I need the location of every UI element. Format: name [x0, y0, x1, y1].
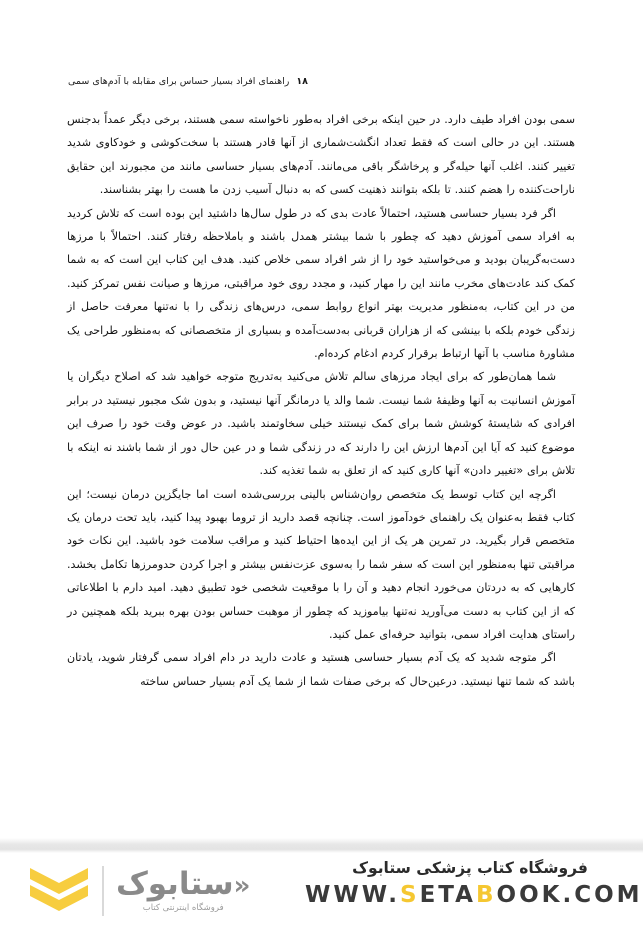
url-letter-b: B [475, 882, 497, 909]
wordmark-persian: ستابوک [116, 866, 234, 903]
page-number: ۱۸ [296, 76, 308, 87]
url-mid-2: OOK [496, 882, 563, 909]
paragraph-4: اگرچه این کتاب توسط یک متخصص روان‌شناس بالینی بررسی‌شده است اما جایگزین درمان نیست؛ این کتاب فقط به‌عنوان یک راهنمای خودآموز است. چنانچه قصد دارید از تروما بهبود پیدا کنید، باید تحت درمان یک متخصص قرار بگیرید. در تمرین هر یک از این ایده‌ها احتیاط کنید و مراقب سلامت خود باشید. این نکات خود مراقبتی تنها به‌منظور این است که سفر شما را به‌سوی عزت‌نفس بیشتر و اجرا کردن حدومرزها تکامل بخشد. کارهایی که به دردتان می‌خورد انجام دهید و آن را با موقعیت شخصی خود تطبیق دهید. امید دارم با اطلاعاتی که از این کتاب به دست می‌آورید نه‌تنها بیاموزید که چطور از موهبت حساس بودن بهره ببرید بلکه همچنین در راستای هدایت افراد سمی، بتوانید حرفه‌ای عمل کنید. [67, 487, 575, 641]
body-text-block [67, 108, 575, 693]
setabook-chevron-logo-icon [28, 866, 90, 916]
url-suffix: .COM [562, 882, 643, 909]
url-prefix: WWW. [305, 882, 400, 909]
url-mid-1: ETA [419, 882, 476, 909]
running-header [68, 76, 575, 87]
url-letter-s: S [399, 882, 420, 909]
wordmark-text [116, 866, 251, 903]
logo-divider [102, 866, 104, 916]
store-url[interactable] [305, 881, 643, 910]
paragraph-3: شما همان‌طور که برای ایجاد مرزهای سالم تلاش می‌کنید به‌تدریج متوجه خواهید شد که اصلاح دیگران یا آموزش انسانیت به آنها وظیفهٔ شما نیست. شما والد یا درمانگر آنها نیستید، و بدون شک مجبور نیستید در برابر افرادی که شایستهٔ کوشش شما برای کمک نیستند خیلی سخاوتمند باشید. در عوض وقت خود را صرف این موضوع کنید که آیا این آدم‌ها ارزش این را دارند که در زندگی شما و در عین حال دور از شما باشند نه اینکه با تلاش برای «تغییر دادن» آنها کاری کنید که از تعلق به شما تغذیه کند. [67, 370, 575, 478]
wordmark-tagline: فروشگاه اینترنتی کتاب [142, 903, 224, 914]
setabook-wordmark [116, 866, 251, 914]
running-header-title: راهنمای افراد بسیار حساس برای مقابله با آدم‌های سمی [68, 76, 290, 87]
guillemet-icon: « [233, 871, 251, 902]
paragraph-2: اگر فرد بسیار حساسی هستید، احتمالاً عادت بدی که در طول سال‌ها داشتید این بوده است که تلاش کردید به افراد سمی آموزش دهید که چطور با شما بیشتر همدل باشند و باملاحظه رفتار کنند. احتمالاً با مرزها دست‌به‌گریبان بودید و می‌خواستید خود را از شر افراد سمی خلاص کنید. هدف این کتاب این است که به شما کمک کند عادت‌های مخرب مانند این را مهار کنید، و مجدد روی خود مراقبتی، مرزها و صیانت نفس تمرکز کنید. من در این کتاب، به‌منظور مدیریت بهتر انواع روابط سمی، درس‌های زندگی را با نه‌تنها معرفت حاصل از زندگی خودم بلکه با بینشی که از هزاران قربانی به‌دست‌آمده و بسیاری از متخصصانی که به‌منظور طراحی یک مشاورهٔ مناسب با آنها ارتباط برقرار کردم ادغام کرده‌ام. [67, 206, 575, 361]
paragraph-1: سمی بودن افراد طیف دارد. در حین اینکه برخی افراد به‌طور ناخواسته سمی هستند، برخی دیگر عمداً بدجنس هستند. این در حالی است که فقط تعداد انگشت‌شماری از آنها قادر هستند با سخت‌کوشی و خودکاوی شدید تغییر کنند. اغلب آنها حیله‌گر و پرخاشگر باقی می‌مانند. آدم‌های بسیار حساسی مانند من مجبورند این حقایق ناراحت‌کننده را هضم کنند. تا بلکه بتوانند ذهنیت کسی که به دنبال آسیب زدن ما هست را بهتر بشناسند. [67, 113, 575, 197]
footer-watermark [0, 853, 643, 926]
setabook-brand-text [305, 857, 643, 910]
store-name: فروشگاه کتاب پزشکی ستابوک [352, 859, 588, 877]
setabook-logo-lockup [28, 859, 278, 923]
paragraph-5: اگر متوجه شدید که یک آدم بسیار حساسی هستید و عادت دارید در دام افراد سمی گرفتار شوید، یادتان باشد که شما تنها نیستید. درعین‌حال که برخی صفات شما از شما یک آدم بسیار حساس ساخته [67, 651, 575, 688]
footer-separator [0, 838, 643, 853]
